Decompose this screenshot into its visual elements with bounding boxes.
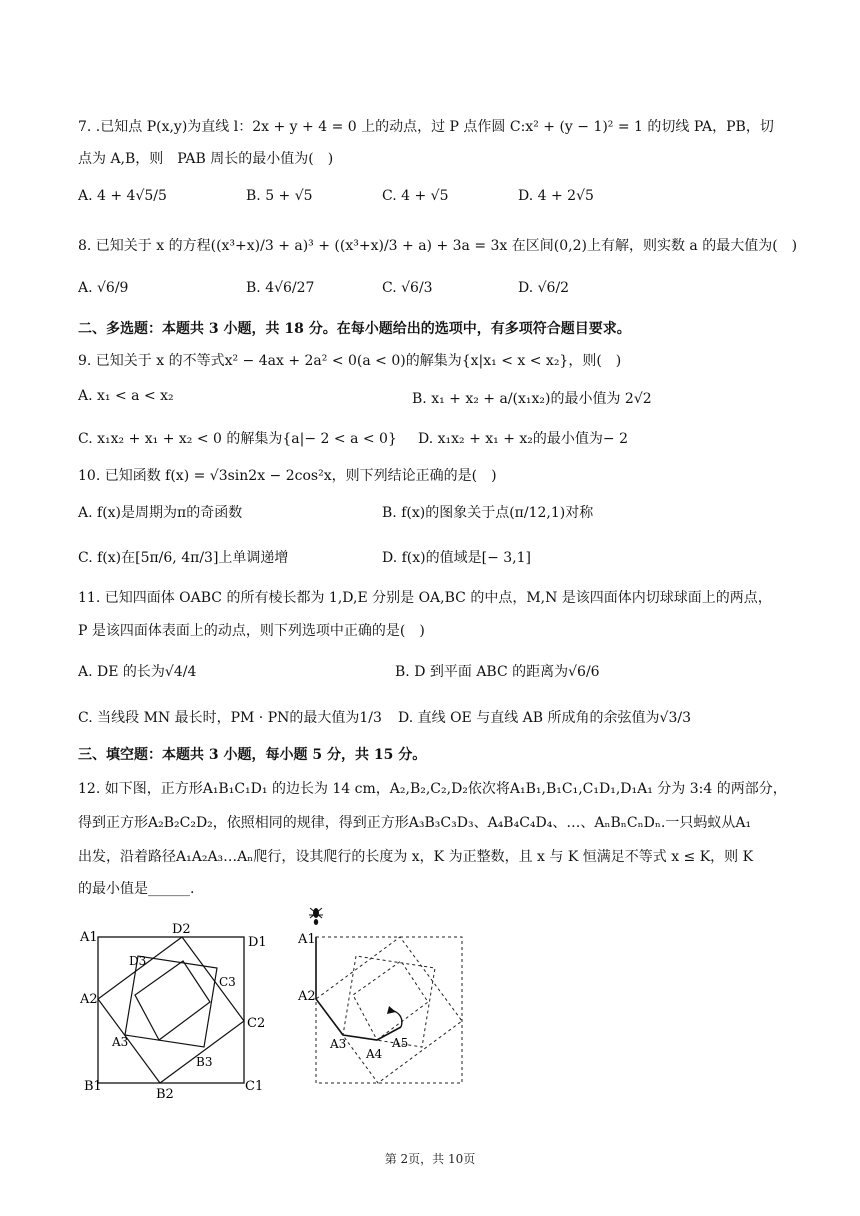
q10-option-c: C. f(x)在[5π/6, 4π/3]上单调递增	[78, 550, 289, 566]
fig1-label-d2: D2	[172, 922, 191, 937]
page-footer: 第 2页，共 10页	[384, 1152, 476, 1166]
q9-option-a: A. x₁ < a < x₂	[78, 388, 174, 404]
fig1-label-c2: C2	[247, 1016, 266, 1031]
q12-stem-line1: 12. 如下图，正方形A₁B₁C₁D₁ 的边长为 14 cm，A₂,B₂,C₂,D₂依次将A₁B₁,B₁C₁,C₁D₁,D₁A₁ 分为 3:4 的两部分，	[78, 781, 787, 797]
q10-stem: 10. 已知函数 f(x) = √3sin2x − 2cos²x，则下列结论正确的是( )	[78, 468, 497, 484]
section-fill-in-heading: 三、填空题：本题共 3 小题，每小题 5 分，共 15 分。	[78, 747, 427, 763]
fig2-label-a4: A4	[366, 1047, 383, 1061]
q12-stem-line3: 出发，沿着路径A₁A₂A₃…Aₙ爬行，设其爬行的长度为 x，K 为正整数，且 x 与 K 恒满足不等式 x ≤ K，则 K	[78, 849, 754, 865]
fig1-label-c1: C1	[245, 1079, 264, 1094]
q8-option-a: A. √6/9	[78, 280, 129, 296]
nested-squares-figure	[75, 910, 275, 1110]
fig1-label-a3: A3	[112, 1035, 129, 1049]
q10-option-d: D. f(x)的值域是[− 3,1]	[382, 550, 531, 566]
q7-option-c: C. 4 + √5	[382, 188, 449, 204]
q7-stem-line1: 7. .已知点 P(x,y)为直线 l：2x + y + 4 = 0 上的动点，过 P 点作圆 C:x² + (y − 1)² = 1 的切线 PA，PB，切	[78, 119, 774, 135]
q9-option-b: B. x₁ + x₂ + a/(x₁x₂)的最小值为 2√2	[412, 391, 652, 407]
q7-option-d: D. 4 + 2√5	[518, 188, 594, 204]
q9-option-c: C. x₁x₂ + x₁ + x₂ < 0 的解集为{a|− 2 < a < 0}	[78, 431, 397, 447]
q11-option-a: A. DE 的长为√4/4	[78, 664, 197, 680]
section-multiple-choice-heading: 二、多选题：本题共 3 小题，共 18 分。在每小题给出的选项中，有多项符合题目要求。	[78, 321, 631, 337]
q7-option-b: B. 5 + √5	[246, 188, 313, 204]
fig1-label-d1: D1	[248, 935, 267, 950]
q12-stem-line4: 的最小值是______.	[78, 881, 195, 897]
q11-stem-line2: P 是该四面体表面上的动点，则下列选项中正确的是( )	[78, 623, 425, 639]
q10-option-b: B. f(x)的图象关于点(π/12,1)对称	[382, 505, 594, 521]
ant-path-figure	[290, 900, 480, 1100]
fig1-label-b1: B1	[84, 1079, 102, 1094]
q10-option-a: A. f(x)是周期为π的奇函数	[78, 505, 243, 521]
q8-option-b: B. 4√6/27	[246, 280, 315, 296]
q9-option-d: D. x₁x₂ + x₁ + x₂的最小值为− 2	[418, 431, 629, 447]
q11-option-d: D. 直线 OE 与直线 AB 所成角的余弦值为√3/3	[398, 710, 691, 726]
fig1-label-a1: A1	[80, 930, 98, 945]
fig2-label-a3: A3	[330, 1037, 347, 1051]
q12-stem-line2: 得到正方形A₂B₂C₂D₂，依照相同的规律，得到正方形A₃B₃C₃D₃、A₄B₄C₄D₄、…、AₙBₙCₙDₙ.一只蚂蚁从A₁	[78, 815, 752, 831]
fig2-label-a1: A1	[298, 932, 316, 947]
fig1-label-b3: B3	[196, 1055, 213, 1069]
q8-option-d: D. √6/2	[518, 280, 570, 296]
q8-option-c: C. √6/3	[382, 280, 433, 296]
fig1-label-b2: B2	[156, 1087, 174, 1102]
q9-stem: 9. 已知关于 x 的不等式x² − 4ax + 2a² < 0(a < 0)的解集为{x|x₁ < x < x₂}，则( )	[78, 353, 622, 369]
fig2-label-a5: A5	[392, 1036, 409, 1050]
fig1-label-c3: C3	[219, 975, 236, 989]
q11-option-b: B. D 到平面 ABC 的距离为√6/6	[395, 664, 600, 680]
fig1-label-d3: D3	[129, 954, 147, 968]
q11-stem-line1: 11. 已知四面体 OABC 的所有棱长都为 1,D,E 分别是 OA,BC 的中点，M,N 是该四面体内切球球面上的两点，	[78, 590, 772, 606]
q11-option-c: C. 当线段 MN 最长时，PM · PN的最大值为1/3	[78, 710, 382, 726]
q7-stem-line2: 点为 A,B，则 PAB 周长的最小值为( )	[78, 151, 334, 167]
q8-stem: 8. 已知关于 x 的方程((x³+x)/3 + a)³ + ((x³+x)/3 + a) + 3a = 3x 在区间(0,2)上有解，则实数 a 的最大值为( )	[78, 238, 798, 254]
fig1-label-a2: A2	[80, 992, 98, 1007]
fig2-label-a2: A2	[298, 989, 316, 1004]
ant-icon	[309, 908, 323, 925]
q7-option-a: A. 4 + 4√5/5	[78, 188, 167, 204]
